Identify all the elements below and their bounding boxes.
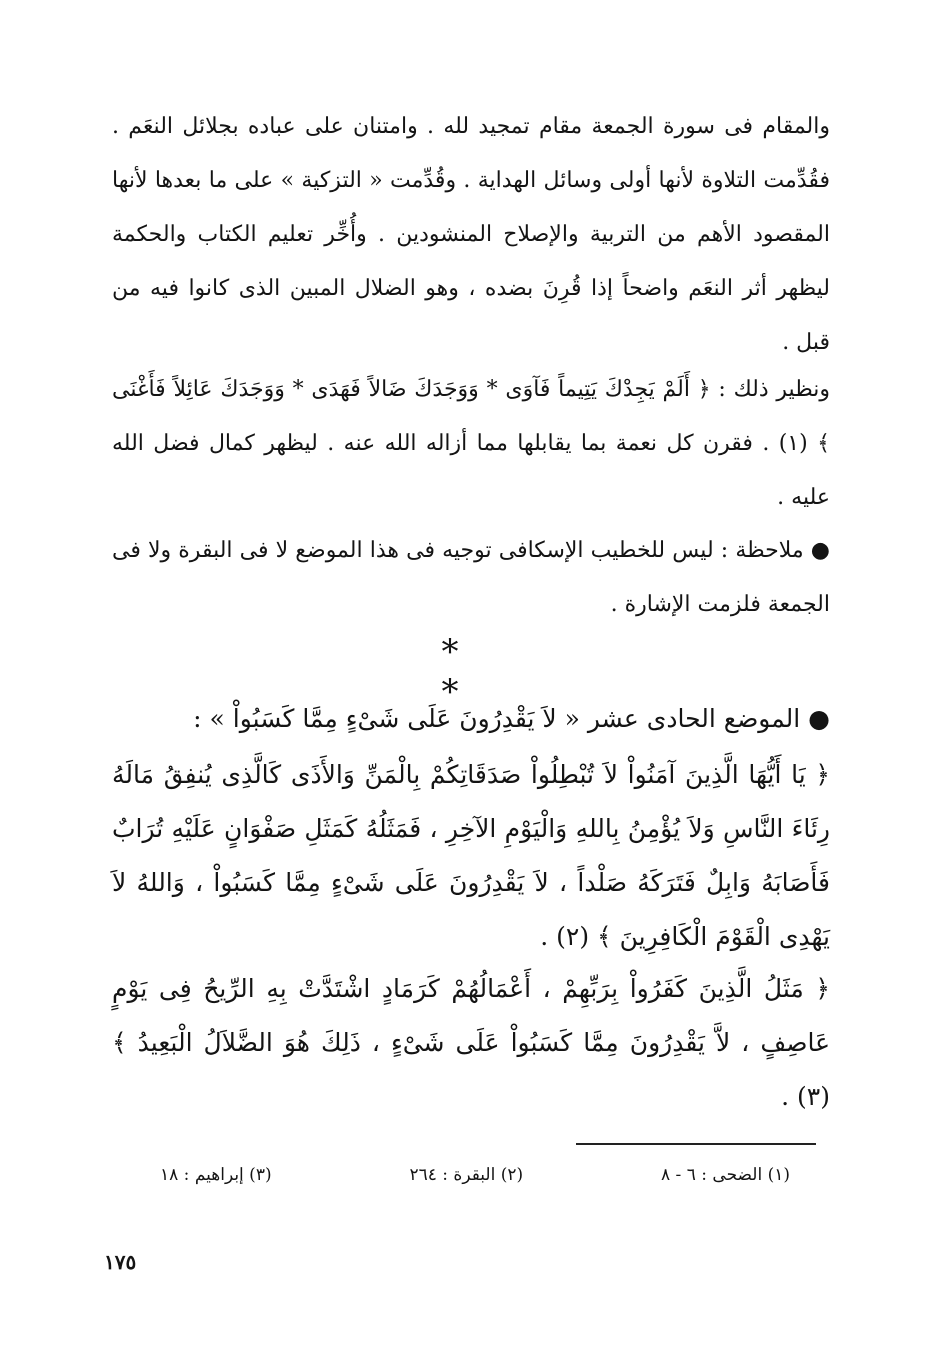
paragraph-surat-al-jumuah: والمقام فى سورة الجمعة مقام تمجيد لله . وامتنان على عباده بجلائل النعَم . فقُدِّمت التلاوة لأنها أولى وسائل الهداية . وقُدِّمت « التزكية » على ما بعدها لأنها المقصود الأهم من التربية والإصلاح المنشودين . وأُخِّر تعليم الكتاب والحكمة ليظهر أثر النعَم واضحاً إذا قُرِنَ بضده ، وهو الضلال المبين الذى كانوا فيه من قبل . xyxy=(112,114,830,355)
section-separator: * * xyxy=(441,632,499,712)
paragraph-note: ● ملاحظة : ليس للخطيب الإسكافى توجيه فى هذا الموضع لا فى البقرة ولا فى الجمعة فلزمت الإشارة . xyxy=(112,538,830,617)
quran-verse-baqarah: ﴿ يَا أَيُّهَا الَّذِينَ آمَنُواْ لاَ تُبْطِلُواْ صَدَقَاتِكُمْ بِالْمَنِّ وَالأَذَى كَالَّذِى يُنفِقُ مَالَهُ رِئَاءَ النَّاسِ وَلاَ يُؤْمِنُ بِاللهِ وَالْيَوْمِ الآخِرِ ، فَمَثَلُهُ كَمَثَلِ صَفْوَانٍ عَلَيْهِ تُرَابٌ فَأَصَابَهُ وَابِلٌ فَتَرَكَهُ صَلْداً ، لاَ يَقْدِرُونَ عَلَى شَىْءٍ مِمَّا كَسَبُواْ ، وَاللهُ لاَ يَهْدِى الْقَوْمَ الْكَافِرِينَ ﴾ (٢) . xyxy=(112,760,830,951)
paragraph-similar-example: ونظير ذلك : ﴿ أَلَمْ يَجِدْكَ يَتِيماً فَآوَى * وَوَجَدَكَ ضَالاً فَهَدَى * وَوَجَدَكَ عَائِلاً فَأَغْنَى ﴾ (١) . فقرن كل نعمة بما يقابلها مما أزاله الله عنه . ليظهر كمال فضل الله عليه . xyxy=(112,377,830,510)
footnote-3: (٣) إبراهيم : ١٨ xyxy=(160,1165,272,1185)
section-heading-eleventh-position: ● الموضع الحادى عشر « لاَ يَقْدِرُونَ عَلَى شَىْءٍ مِمَّا كَسَبُواْ » : xyxy=(193,704,830,733)
footnotes xyxy=(160,1165,790,1185)
quran-verse-ibrahim: ﴿ مَثَلُ الَّذِينَ كَفَرُواْ بِرَبِّهِمْ ، أَعْمَالُهُمْ كَرَمَادٍ اشْتَدَّتْ بِهِ الرِّيحُ فِى يَوْمٍ عَاصِفٍ ، لاَّ يَقْدِرُونَ مِمَّا كَسَبُواْ عَلَى شَىْءٍ ، ذَلِكَ هُوَ الضَّلاَلُ الْبَعِيدُ ﴾ (٣) . xyxy=(112,974,830,1111)
footnote-2: (٢) البقرة : ٢٦٤ xyxy=(409,1165,524,1185)
footnote-divider xyxy=(576,1143,816,1145)
footnote-1: (١) الضحى : ٦ - ٨ xyxy=(661,1165,790,1185)
page-number: ١٧٥ xyxy=(104,1250,137,1274)
